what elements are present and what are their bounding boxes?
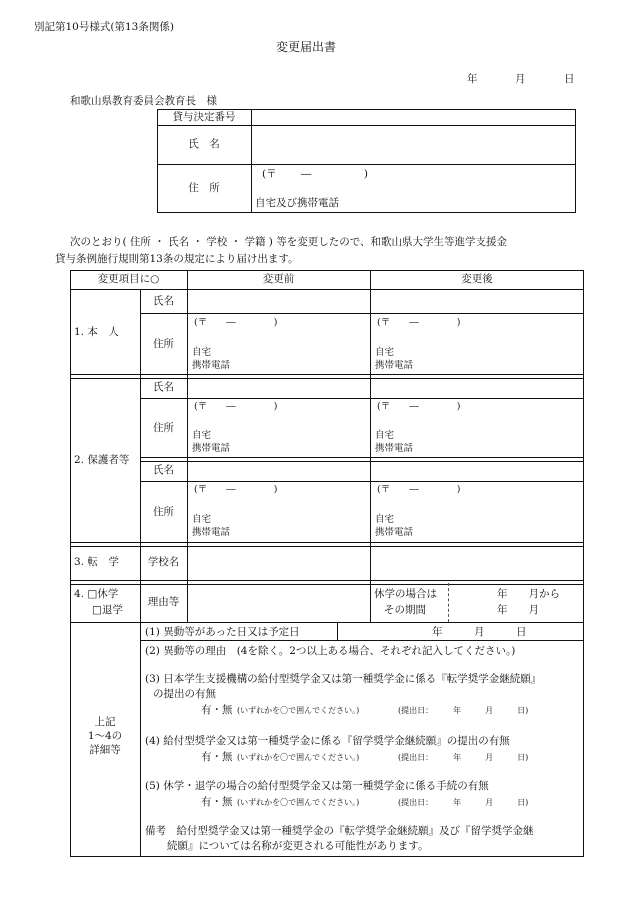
reason-label: 理由等 bbox=[147, 596, 180, 608]
detail-5-choice[interactable]: 有・無 bbox=[201, 796, 233, 808]
form-number: 別記第10号様式(第13条関係) bbox=[34, 21, 174, 33]
mobile-label: 携帯電話 bbox=[375, 443, 414, 454]
date-year-label: 年 bbox=[467, 73, 478, 85]
postal-bracket: (〒 ― ) bbox=[194, 317, 278, 328]
school-after[interactable] bbox=[371, 546, 583, 579]
detail-3-line1: (3) 日本学生支援機構の給付型奨学金又は第一種奨学金に係る『転学奨学金継続願』 bbox=[145, 673, 542, 685]
home-label: 自宅 bbox=[192, 430, 212, 441]
guardian2-address-label: 住所 bbox=[153, 505, 174, 518]
applicant-address-field[interactable] bbox=[252, 165, 575, 212]
section-self-label: 1. 本 人 bbox=[74, 325, 119, 338]
self-address-before[interactable] bbox=[188, 314, 369, 374]
detail-4-submit-date[interactable]: (提出日： 年 月 日) bbox=[398, 753, 529, 762]
self-name-label: 氏名 bbox=[153, 294, 174, 307]
section-transfer-label: 3. 転 学 bbox=[74, 556, 119, 568]
detail-5-submit-date[interactable]: (提出日： 年 月 日) bbox=[398, 798, 529, 807]
detail-3-choice-note: (いずれかを〇で囲んでください。) bbox=[237, 706, 360, 715]
detail-2-reason: (2) 異動等の理由 (4を除く。2つ以上ある場合、それぞれ記入してください。) bbox=[145, 645, 516, 657]
guardian2-name-after[interactable] bbox=[371, 461, 583, 481]
guardian1-name-label: 氏名 bbox=[153, 381, 174, 393]
details-label-1: 上記 bbox=[94, 716, 116, 728]
mobile-label: 携帯電話 bbox=[375, 527, 414, 538]
postal-bracket: (〒 ― ) bbox=[194, 484, 278, 495]
section-leave-line1[interactable]: 4. □休学 bbox=[74, 588, 119, 600]
note-line-2: 続願』については名称が変更される可能性があります。 bbox=[167, 840, 429, 852]
mobile-label: 携帯電話 bbox=[375, 360, 414, 371]
self-address-after[interactable] bbox=[371, 314, 583, 374]
date-day-label: 日 bbox=[564, 73, 575, 85]
detail-3-submit-date[interactable]: (提出日： 年 月 日) bbox=[398, 706, 529, 715]
page-title: 変更届出書 bbox=[276, 40, 337, 54]
mobile-label: 携帯電話 bbox=[192, 443, 231, 454]
school-before[interactable] bbox=[188, 546, 369, 579]
detail-5-line: (5) 休学・退学の場合の給付型奨学金又は第一種奨学金に係る手続の有無 bbox=[145, 780, 489, 792]
home-label: 自宅 bbox=[375, 430, 395, 441]
header-before: 変更前 bbox=[262, 273, 295, 285]
guardian1-address-before[interactable] bbox=[188, 399, 369, 457]
guardian1-name-before[interactable] bbox=[188, 378, 369, 398]
header-change-item: 変更項目に○ bbox=[97, 273, 160, 285]
loan-number-label: 貸与決定番号 bbox=[172, 110, 236, 123]
phone-label: 自宅及び携帯電話 bbox=[255, 197, 339, 209]
postal-bracket: (〒 ― ) bbox=[377, 484, 461, 495]
leave-to[interactable]: 年 月 bbox=[497, 604, 539, 616]
leave-period-label-2: その期間 bbox=[384, 604, 426, 616]
section-guardian-label: 2. 保護者等 bbox=[74, 453, 130, 466]
home-label: 自宅 bbox=[375, 514, 395, 525]
guardian2-address-before[interactable] bbox=[188, 482, 369, 542]
detail-3-choice[interactable]: 有・無 bbox=[201, 704, 233, 716]
header-after: 変更後 bbox=[461, 273, 493, 285]
guardian1-name-after[interactable] bbox=[371, 378, 583, 398]
intro-line-1: 次のとおり( 住所 ・ 氏名 ・ 学校 ・ 学籍 ) 等を変更したので、和歌山県大学生等進学支援金 bbox=[70, 236, 508, 248]
postal-bracket: (〒 ― ) bbox=[377, 317, 461, 328]
guardian2-address-after[interactable] bbox=[371, 482, 583, 542]
detail-1-label: (1) 異動等があった日又は予定日 bbox=[145, 626, 300, 638]
applicant-address-label: 住 所 bbox=[188, 182, 220, 194]
postal-bracket: (〒 ― ) bbox=[377, 401, 461, 412]
note-line-1: 備考 給付型奨学金又は第一種奨学金の『転学奨学金継続願』及び『留学奨学金継 bbox=[145, 825, 534, 837]
leave-from[interactable]: 年 月から bbox=[497, 588, 560, 600]
loan-number-field[interactable] bbox=[252, 110, 575, 125]
details-label-2: 1〜4の bbox=[87, 730, 123, 742]
applicant-name-field[interactable] bbox=[252, 126, 575, 164]
guardian1-address-label: 住所 bbox=[153, 421, 174, 434]
self-name-before[interactable] bbox=[188, 290, 369, 313]
intro-line-2: 貸与条例施行規則第13条の規定により届け出ます。 bbox=[55, 253, 299, 265]
section-leave-line2[interactable]: □退学 bbox=[92, 604, 123, 616]
detail-1-date[interactable]: 年 月 日 bbox=[432, 626, 527, 638]
self-address-label: 住所 bbox=[153, 337, 174, 350]
detail-4-choice-note: (いずれかを〇で囲んでください。) bbox=[237, 753, 360, 762]
detail-5-choice-note: (いずれかを〇で囲んでください。) bbox=[237, 798, 360, 807]
detail-3-line2: の提出の有無 bbox=[153, 688, 216, 700]
leave-period-label-1: 休学の場合は bbox=[374, 588, 437, 600]
postal-bracket: (〒 ― ) bbox=[194, 401, 278, 412]
guardian2-name-before[interactable] bbox=[188, 461, 369, 481]
guardian2-name-label: 氏名 bbox=[153, 464, 174, 476]
home-label: 自宅 bbox=[192, 347, 212, 358]
postal-code-bracket: (〒 ― ) bbox=[262, 168, 369, 180]
guardian1-address-after[interactable] bbox=[371, 399, 583, 457]
home-label: 自宅 bbox=[192, 514, 212, 525]
self-name-after[interactable] bbox=[371, 290, 583, 313]
date-month-label: 月 bbox=[515, 73, 526, 85]
applicant-name-label: 氏 名 bbox=[188, 138, 220, 150]
details-label-3: 詳細等 bbox=[89, 744, 121, 756]
detail-4-line: (4) 給付型奨学金又は第一種奨学金に係る『留学奨学金継続願』の提出の有無 bbox=[145, 735, 510, 747]
detail-4-choice[interactable]: 有・無 bbox=[201, 751, 233, 763]
home-label: 自宅 bbox=[375, 347, 395, 358]
addressee: 和歌山県教育委員会教育長 様 bbox=[70, 95, 217, 107]
reason-field[interactable] bbox=[188, 584, 369, 621]
mobile-label: 携帯電話 bbox=[192, 360, 231, 371]
school-name-label: 学校名 bbox=[147, 556, 180, 568]
mobile-label: 携帯電話 bbox=[192, 527, 231, 538]
